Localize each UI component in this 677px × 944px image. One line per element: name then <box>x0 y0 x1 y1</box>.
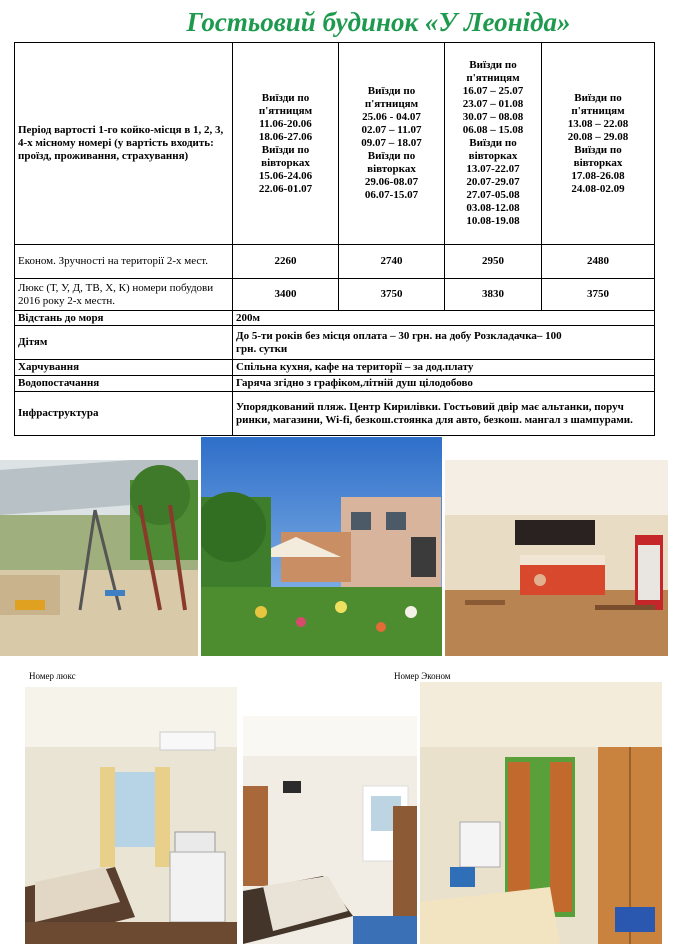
schedule-line: вівторках <box>367 163 416 175</box>
dates-cell-2 <box>339 43 445 245</box>
price-cell: 3750 <box>542 279 655 311</box>
info-row <box>15 376 655 392</box>
schedule-line: 06.08 – 15.08 <box>462 124 524 136</box>
schedule-line: Виїзди по <box>469 59 517 71</box>
price-cell: 2260 <box>233 245 339 279</box>
schedule-line: 16.07 – 25.07 <box>462 85 524 97</box>
schedule-line: 06.07-15.07 <box>364 189 419 201</box>
schedule-line: п'ятницям <box>466 72 520 84</box>
dates-cell-1 <box>233 43 339 245</box>
schedule-line: 10.08-19.08 <box>466 215 520 227</box>
caption-econom: Номер Эконом <box>394 671 451 681</box>
schedule-line: вівторках <box>468 150 518 162</box>
schedule-line: 03.08-12.08 <box>466 202 520 214</box>
schedule-line: Виїзди по <box>261 91 310 104</box>
photo-guesthouse-exterior <box>201 437 442 656</box>
schedule-line: п'ятницям <box>571 104 625 117</box>
schedule-line: 20.08 – 29.08 <box>567 130 629 143</box>
photo-playground <box>0 460 198 656</box>
schedule-line: Виїзди по <box>367 85 416 97</box>
room-type-econom: Економ. Зручності на території 2-х мест. <box>15 245 233 279</box>
table-header-row <box>15 43 655 245</box>
schedule-line: п'ятницям <box>364 98 419 110</box>
schedule-line: 18.06-27.06 <box>258 130 313 143</box>
info-row <box>15 311 655 326</box>
schedule-line: 13.07-22.07 <box>466 163 520 175</box>
photo-lux-room-1 <box>25 687 237 944</box>
info-value: 200м <box>233 311 655 326</box>
schedule-line: Виїзди по <box>574 91 622 104</box>
info-row <box>15 360 655 376</box>
schedule-line: Виїзди по <box>574 143 622 156</box>
schedule-line: 15.06-24.06 <box>258 169 313 182</box>
price-cell: 3400 <box>233 279 339 311</box>
schedule-line: 09.07 – 18.07 <box>361 137 422 149</box>
schedule-line: п'ятницям <box>258 104 313 117</box>
schedule-line: Виїзди по <box>261 143 310 156</box>
price-cell: 2950 <box>445 245 542 279</box>
price-cell: 2740 <box>339 245 445 279</box>
table-row <box>15 279 655 311</box>
info-value: Гаряча згідно з графіком,літній душ цілодобово <box>233 376 655 392</box>
price-cell: 3750 <box>339 279 445 311</box>
tariff-table <box>14 42 655 436</box>
schedule-line: 29.06-08.07 <box>364 176 419 188</box>
info-label: Відстань до моря <box>15 311 233 326</box>
schedule-line: 13.08 – 22.08 <box>567 117 629 130</box>
schedule-line: 17.08-26.08 <box>571 169 625 182</box>
info-value: Упорядкований пляж. Центр Кирилівки. Гостьовий двір має альтанки, поруч ринки, магазини, Wi-fi, безкош.стоянка для авто, безкош. мангал з шампурами. <box>233 392 655 436</box>
info-label: Дітям <box>15 326 233 360</box>
schedule-line: Виїзди по <box>367 150 416 162</box>
schedule-line: 02.07 – 11.07 <box>361 124 422 136</box>
photo-cafe-interior <box>445 460 668 656</box>
photo-lux-room-2 <box>243 716 417 944</box>
info-label: Водопостачання <box>15 376 233 392</box>
info-label: Інфраструктура <box>15 392 233 436</box>
schedule-line: 22.06-01.07 <box>258 182 313 195</box>
info-value: До 5-ти років без місця оплата – 30 грн. на добу Розкладачка– 100 грн. сутки <box>233 326 655 360</box>
schedule-line: 25.06 - 04.07 <box>362 111 421 123</box>
price-cell: 3830 <box>445 279 542 311</box>
period-label-cell: Період вартості 1-го койко-місця в 1, 2, 3, 4-х місному номері (у вартість входить: проїзд, проживання, страхування) <box>15 43 233 245</box>
schedule-line: 11.06-20.06 <box>259 117 312 130</box>
dates-cell-3 <box>445 43 542 245</box>
info-row <box>15 326 655 360</box>
caption-lux: Номер люкс <box>29 671 76 681</box>
schedule-line: 30.07 – 08.08 <box>462 111 524 123</box>
dates-cell-4 <box>542 43 655 245</box>
schedule-line: 20.07-29.07 <box>466 176 520 188</box>
page-title: Гостьовий будинок «У Леоніда» <box>186 7 571 37</box>
table-row <box>15 245 655 279</box>
schedule-line: 24.08-02.09 <box>571 182 625 195</box>
photo-econom-room <box>420 682 662 944</box>
info-label: Харчування <box>15 360 233 376</box>
info-value: Спільна кухня, кафе на території – за дод.плату <box>233 360 655 376</box>
schedule-line: Виїзди по <box>469 137 517 149</box>
schedule-line: вівторках <box>261 156 310 169</box>
price-cell: 2480 <box>542 245 655 279</box>
schedule-line: вівторках <box>573 156 623 169</box>
room-type-lux: Люкс (Т, У, Д, ТВ, Х, К) номери побудови 2016 року 2-х местн. <box>15 279 233 311</box>
schedule-line: 23.07 – 01.08 <box>462 98 524 110</box>
info-row <box>15 392 655 436</box>
schedule-line: 27.07-05.08 <box>466 189 520 201</box>
